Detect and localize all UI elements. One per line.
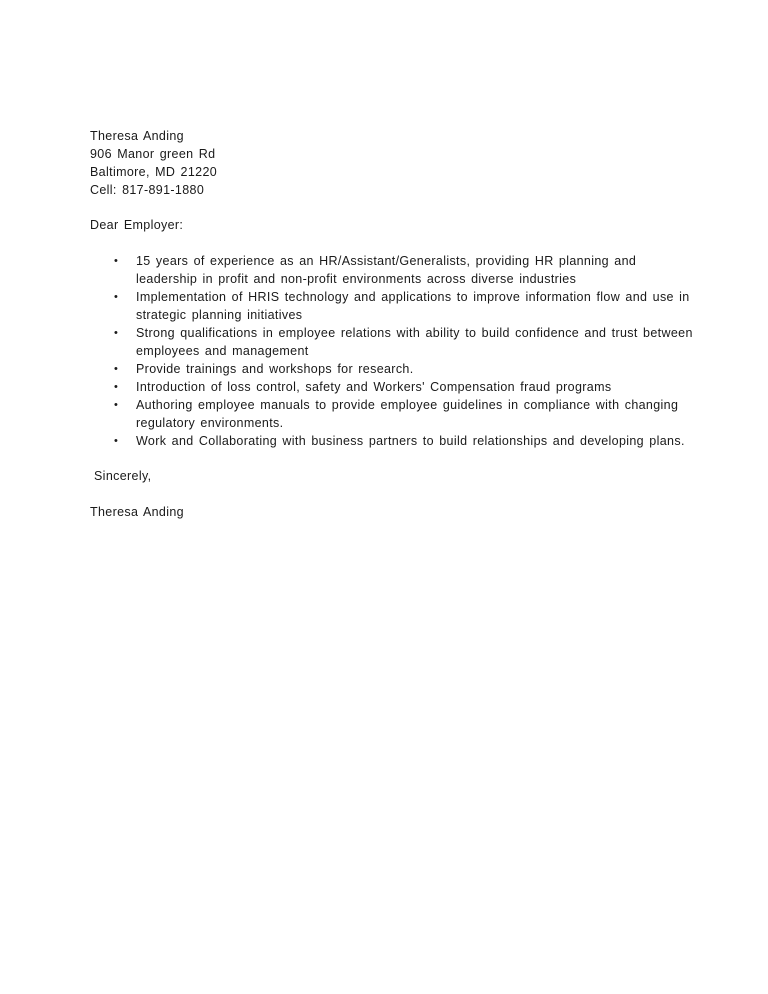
list-item-text: Strong qualifications in employee relations with ability to build confidence and trust between employees and management	[136, 326, 693, 358]
list-item-text: Introduction of loss control, safety and Workers' Compensation fraud programs	[136, 380, 612, 394]
list-item	[90, 288, 696, 324]
list-item-text: 15 years of experience as an HR/Assistant/Generalists, providing HR planning and leadership in profit and non-profit environments across diverse industries	[136, 254, 637, 286]
sender-city: Baltimore, MD 21220	[90, 165, 218, 179]
list-item-text: Implementation of HRIS technology and applications to improve information flow and use in strategic planning initiatives	[136, 290, 690, 322]
sender-name: Theresa Anding	[90, 129, 184, 143]
list-item	[90, 396, 696, 432]
list-item	[90, 252, 696, 288]
closing: Sincerely,	[94, 469, 152, 483]
bullet-icon: •	[114, 435, 119, 447]
list-item-text: Work and Collaborating with business partners to build relationships and developing plans.	[136, 434, 685, 448]
sender-phone: Cell: 817-891-1880	[90, 183, 205, 197]
signature: Theresa Anding	[90, 505, 184, 519]
bullet-icon: •	[114, 255, 119, 267]
bullet-icon: •	[114, 291, 119, 303]
bullet-icon: •	[114, 399, 119, 411]
list-item	[90, 432, 696, 450]
list-item-text: Authoring employee manuals to provide employee guidelines in compliance with changing regulatory environments.	[136, 398, 679, 430]
list-item	[90, 378, 696, 396]
sender-street: 906 Manor green Rd	[90, 147, 216, 161]
letter-page	[90, 127, 693, 521]
list-item-text: Provide trainings and workshops for research.	[136, 362, 414, 376]
sender-address-block	[90, 127, 690, 199]
qualifications-list	[90, 252, 693, 450]
bullet-icon: •	[114, 363, 119, 375]
list-item	[90, 324, 696, 360]
list-item	[90, 360, 696, 378]
salutation: Dear Employer:	[90, 218, 184, 232]
bullet-icon: •	[114, 327, 119, 339]
bullet-icon: •	[114, 381, 119, 393]
